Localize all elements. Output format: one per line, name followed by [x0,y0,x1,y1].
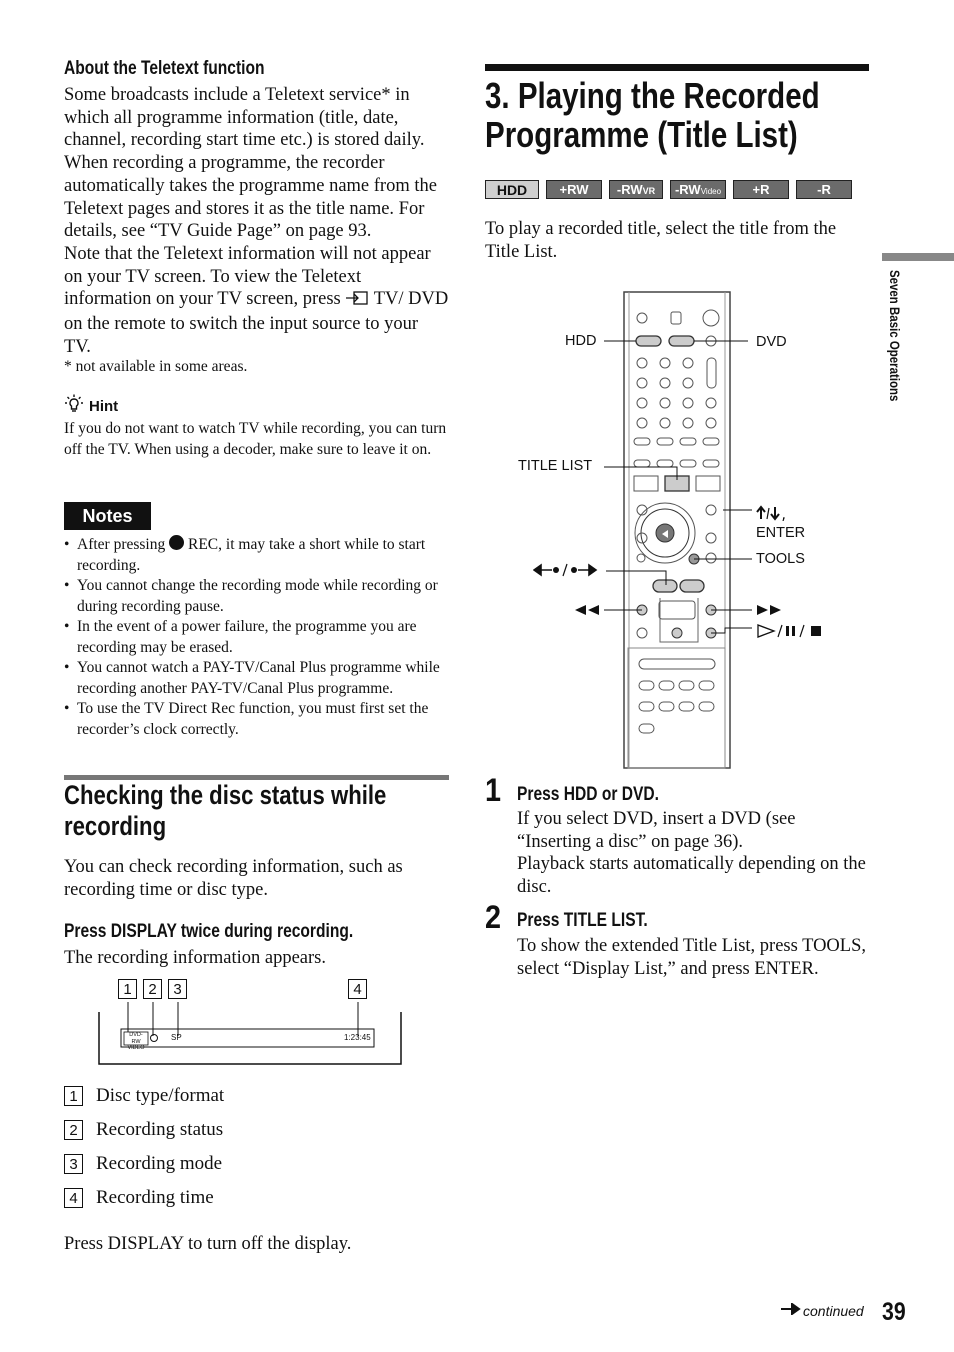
footnote: * not available in some areas. [64,358,248,375]
recording-display-figure [96,976,406,1068]
teletext-body: Some broadcasts include a Teletext service* in which all programme information (title, date, channel, recording start time etc.) is stored daily. When recording a programme, the recorder automatically takes the programme name from the Teletext pages and stores it as the title name. For details, see “TV Guide Page” on page 93. [64,85,437,242]
badge-minus-r: -R [796,180,852,199]
notes-list [64,535,449,740]
callout-tools: TOOLS [756,551,805,567]
press-display-heading: Press DISPLAY twice during recording. [64,921,354,942]
hint-label: Hint [89,397,119,415]
list-item: • You cannot watch a PAY-TV/Canal Plus programme while recording another PAY-TV/Canal Plus programme. [64,658,449,699]
side-tab-bar [882,253,954,261]
replay-advance-icon [533,563,599,582]
disc-format-label: DVD-RW VIDEO [127,1032,145,1051]
page-title: 3. Playing the Recorded Programme (Title List) [485,75,820,155]
title-rule [485,64,869,71]
hint-text: If you do not want to watch TV while recording, you can turn off the TV. When using a decoder, make sure to leave it on. [64,420,447,458]
recording-info-text: The recording information appears. [64,948,326,968]
recording-mode-value: SP [171,1033,182,1042]
rec-dot-icon [169,535,184,550]
step-number-2: 2 [485,899,502,935]
input-switch-icon [345,290,369,313]
badge-plus-rw: +RW [546,180,602,199]
callout-hdd: HDD [565,333,597,349]
lightbulb-icon [64,394,84,419]
notes-label: Notes [64,502,151,530]
continued-marker: continued [781,1302,864,1320]
step-1-heading: Press HDD or DVD. [517,784,660,805]
list-item: • In the event of a power failure, the programme you are recording may be erased. [64,617,449,658]
list-item: • After pressing REC, it may take a short while to start recording. [64,535,449,576]
fast-forward-icon [756,603,782,621]
callout-1: 1 [118,979,137,999]
step-2-body: To show the extended Title List, press TOOLS, select “Display List,” and press ENTER. [517,936,867,979]
media-badges [485,180,859,199]
teletext-heading: About the Teletext function [64,58,265,79]
badge-plus-r: +R [733,180,789,199]
checking-heading: Checking the disc status while recording [64,780,387,841]
side-tab-label: Seven Basic Operations [887,270,903,402]
page-number: 39 [882,1298,906,1326]
recording-time-value: 1:23:45 [344,1033,371,1042]
badge-rw-video: -RW Video [670,180,726,199]
list-item: • You cannot change the recording mode while recording or during recording pause. [64,576,449,617]
up-down-arrows-icon [756,505,792,526]
callout-enter: ENTER [756,525,806,541]
callout-2: 2 [143,979,162,999]
list-item: • To use the TV Direct Rec function, you must first set the recorder’s clock correctly. [64,699,449,740]
turn-off-text: Press DISPLAY to turn off the display. [64,1234,352,1254]
checking-body: You can check recording information, such as recording time or disc type. [64,857,403,900]
badge-hdd: HDD [485,180,539,199]
callout-title-list: TITLE LIST [518,458,593,474]
intro-text: To play a recorded title, select the title from the Title List. [485,219,837,262]
teletext-note-text: Note that the Teletext information will not appear on your TV screen. To view the Teletext information on your TV screen, press [64,244,431,310]
badge-rw-vr: -RW VR [609,180,663,199]
step-2-heading: Press TITLE LIST. [517,910,648,931]
hint-header [64,396,118,416]
step-number-1: 1 [485,772,502,808]
callout-dvd: DVD [756,334,787,350]
rewind-icon [574,603,600,621]
arrow-right-icon [781,1302,801,1320]
callout-4: 4 [348,979,367,999]
teletext-note [64,243,449,359]
play-pause-stop-icon [756,624,826,643]
teletext-note-text-end: TV/ DVD on the remote to switch the input source to your TV. [64,289,449,357]
callout-3: 3 [168,979,187,999]
step-1-body: If you select DVD, insert a DVD (see “Inserting a disc” on page 36). Playback starts automatically depending on the disc. [517,809,866,898]
